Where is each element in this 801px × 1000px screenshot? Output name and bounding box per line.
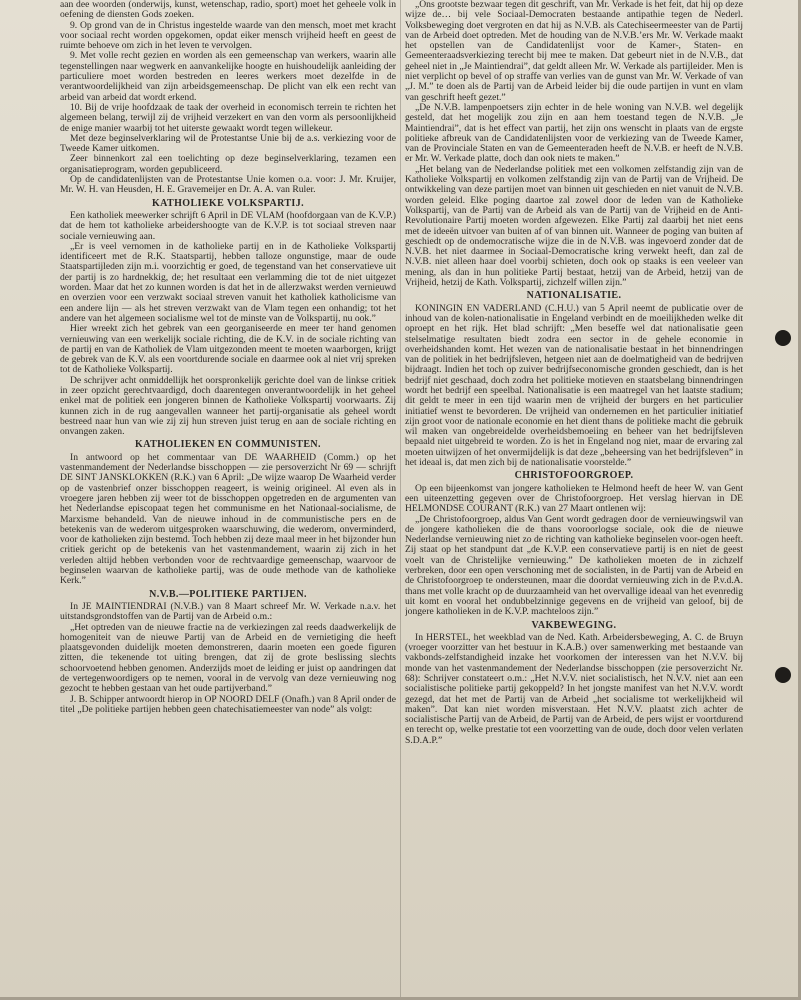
- paragraph: „Het belang van de Nederlandse politiek met een volkomen zelfstandig zijn van de Katholieke Volkspartij en volkomen zelfstandig zijn van de Partij van de Vrijheid. De ontwikkeling van deze partijen moet van binnen uit geschieden en niet vanuit de N.V.B. worden geleid. Elke poging daartoe zal zowel door de leden van de Katholieke Volkspartij, van de Partij van de Arbeid als van de Partij van de Vrijheid en de Anti-Revolutionaire Partij moeten worden afgewezen. Elke Partij zal daarbij het niet eens met de ideeën uitvoer van buiten af of van binnen uit. Wanneer de poging van buiten af geschiedt op de ondemocratische wijze die in de N.V.B. was ingevoerd zonder dat de N.V.B. het niet daarmee in Sociaal-Democratische kring verwekt heeft, dan zal de N.V.B. niet alleen haar doel voorbij schieten, doch ook op staaks is een veeleer van mening, als dan in hun politieke Partij bestaat, hetzij van de Arbeid, hetzij van de Vrijheid, hetzij de Kath. Volkspartij, zichzelf willen zijn.”: [405, 163, 743, 289]
- paragraph: Op de candidatenlijsten van de Protestantse Unie komen o.a. voor: J. Mr. Kruijer, Mr. W. H. van Heusden, H. E. Gravemeijer en Dr. A. A. van Ruler.: [60, 174, 396, 196]
- paragraph: Met deze beginselverklaring wil de Protestantse Unie bij de a.s. verkiezing voor de Tweede Kamer uitkomen.: [60, 132, 396, 155]
- paragraph: 10. Bij de vrije hoofdzaak de taak der overheid in economisch terrein te richten het algemeen belang, terwijl zij de vrijheid verzekert en van den vorm als persoonlijkheid de enige manier waarbij tot het uiterste gewaakt wordt tegen willekeur.: [60, 101, 396, 134]
- punch-hole-bottom: [775, 667, 791, 683]
- paragraph: In JE MAINTIENDRAI (N.V.B.) van 8 Maart schreef Mr. W. Verkade n.a.v. het uitstandsgrondstoffen van de Partij van de Arbeid o.m.:: [60, 600, 396, 623]
- paragraph: „Er is veel vernomen in de katholieke partij en in de Katholieke Volkspartij identificeert met de R.K. Staatspartij, hebben talloze ongunstige, maar de oude Staatspartijleden zijn m.i. voorzichtig er goed, de tegenstand van het conservatieve uit der partij is zo hardnekkig, de; het resultaat een verlamming die tot de niet uitgezet worden. Maar dat het zo kunnen worden is dat het in de allerzwakst werden vernieuwd en overzien voor een verzwakt sociaal streven vanuit het katholiek katholicisme van een andere lijn — als het streven verzwakt van de Vlam tegen een onhandig; tot het andere van het algemeen socialisme wel tot de minste van de Volkspartij, nu ook.”: [60, 240, 396, 324]
- paragraph: „Ons grootste bezwaar tegen dit geschrift, van Mr. Verkade is het feit, dat hij op deze wijze de… bij vele Sociaal-Democraten bestaande antipathie tegen de Nederl. Volksbeweging doet vergroten en dat hij as N.V.B. als Catechiseermeester van de Partij van de Arbeid doet optreden. Met de houding van de N.V.B.’ers Mr. W. Verkade maakt het opstellen van de Candidatenlijst voor de Kamer-, Staten- en Gemeenteraadsverkiezing terecht bij mee te maken. Dat gebeurt niet in de N.V.B., dat geheel niet in „Je Maintiendrai”, dat geldt alleen Mr. W. Verkade als partijleider. Men is niet verplicht op bevel of op straffe van verlies van de gunst van Mr. W. Verkade of van „J. M.” te doen als de Partij van de Arbeid leider bij die oude partijen in vunt en vlam van geschrift heeft gezet.”: [405, 0, 743, 103]
- paragraph: Hier wreekt zich het gebrek van een georganiseerde en meer ter hand genomen vernieuwing van een werkelijk sociale richting, die de K.V. in de sociale richting van de partij en van de Katholiek de Vlam uitgezonden meent te moeten waarborgen, krijgt de gebrek van de K.V. als een voortdurende sociale en daarmee ook al niet vrij spreken tot de Katholieke Volkspartij.: [60, 323, 396, 376]
- section-heading-katholieken-communisten: KATHOLIEKEN EN COMMUNISTEN.: [135, 439, 321, 451]
- paragraph: „De Christofoorgroep, aldus Van Gent wordt gedragen door de vernieuwingswil van de jongere katholieken die de thans vooroorlogse sociale, ook die de nieuwe Nederlandse vernieuwing niet zo de richting van katholieke beginselen voor-ogen heeft. Zij staat op het standpunt dat „de K.V.P. een conservatieve partij is en niet de geest voelt van de Christelijke vernieuwing.” De katholieken moeten de in zichzelf verbreken, door een open verschoning met de socialisten, in de Partij van de Arbeid en de Christofoorgroep te ondersteunen, maar die doordat vernieuwing zich in de P.v.d.A. thans met volle kracht op de duurzaamheid van het overvallige ideaal van het evenredig uit komt en vooral het ondubbelzinnige gegevens en de vrijheid van geloof, bij de jongere katholieken in de K.V.P. machteloos zijn.”: [405, 513, 743, 618]
- paragraph: „De N.V.B. lampenpoetsers zijn echter in de hele woning van N.V.B. wel degelijk gesteld, dat het mogelijk zou zijn en aan hem toestand tegen de N.V.B. „Je Maintiendrai”, dat is het effect van partij, het zijn ons wenscht in plaats van de ergste politieke afbreuk van de Candidatenlijsten voor de verkiezing van de Tweede Kamer, van de Provinciale Staten en van de Gemeenteraden heeft de N.V.B. er heeft de N.V.B. er Mr. W. Verkade platte, doch dan ook niets te maken.”: [405, 101, 743, 165]
- paragraph: Zeer binnenkort zal een toelichting op deze beginselverklaring, tezamen een organisatieprogram, worden gepubliceerd.: [60, 153, 396, 175]
- section-heading-nationalisatie: NATIONALISATIE.: [526, 290, 622, 302]
- paragraph: „Het optreden van de nieuwe fractie na de verkiezingen zal reeds daadwerkelijk de homogeniteit van de nieuwe Partij van de Arbeid en de vernietiging die heeft plaatsgevonden duidelijk moeten demonstreren, daarin moeten een goede figuren zitten, die tekenende tot uiting brengen, dat zij de grote beslissing slechts schoorvoetend hebben genomen. Anderzijds moet de leiding er juist op aandringen dat de vertegenwoordigers op te nemen, vooral in de vervolg van deze vernieuwing nog gezocht te hebben gestaan van het oude partijverband.”: [60, 621, 396, 695]
- section-heading-nvb: N.V.B.—POLITIEKE PARTIJEN.: [149, 588, 307, 600]
- right-column: [405, 0, 743, 1000]
- paragraph: In antwoord op het commentaar van DE WAARHEID (Comm.) op het vastenmandement der Nederlandse bisschoppen — zie persoverzicht Nr 69 — schrijft DE SINT JANSKLOKKEN (R.K.) van 6 April: „De wijze waarop De Waarheid verder op de vastenbrief onzer bisschoppen reageert, is weinig origineel. Al even als in vroegere jaren hebben zij weer tot de bisschoppen opgetreden en de argumenten van het Nederlandse episcopaat tegen het communisme en het Nationaal-socialisme, de Marxisme behandeld. Van de nieuwe inhoud in de communistische pers en de betekenis van de wederom uitgesproken waarschuwing, die wederom, onverminderd, voor de katholieken zijn bestemd. Toch hebben zij deze maal meer in het bijzonder hun critiek gericht op de betekenis van het vastenmandement, waarin zij zich in het verleden altijd hebben verbonden voor de rechtvaardige gemeenschap, waarvoor de beginselen waarvan de katholieke partij, was de oude methode van de katholieke Kerk.”: [60, 451, 396, 587]
- section-heading-christofoorgroep: CHRISTOFOORGROEP.: [514, 470, 634, 482]
- paragraph: De schrijver acht onmiddellijk het oorspronkelijk gerichte doel van de linkse critiek in zeer opzicht gerechtvaardigd, doch daarentegen onverantwoordelijk in het geheel enkel mat de politiek een jongeren binnen de Katholieke Volkspartij voorwaarts. Zij kunnen zich in de rug aangevallen wanneer het partij-organisatie als geheel wordt bestreed naar hun van wie zij zij hun streven juist terug en aan de sociale richting en onvangen zaken.: [60, 374, 396, 438]
- paragraph: J. B. Schipper antwoordt hierop in OP NOORD DELF (Onafh.) van 8 April onder de titel „De politieke partijen hebben geen chatechisatiemeester van node” als volgt:: [60, 693, 396, 715]
- paragraph: aan dee woorden (onderwijs, kunst, wetenschap, radio, sport) moet het geheele volk in oefening de diensten Gods zoeken.: [60, 0, 396, 21]
- paragraph: KONINGIN EN VADERLAND (C.H.U.) van 5 April neemt de publicatie over de inhoud van de kolen-nationalisatie in Engeland verbindt en de moeilijkheden welke dit oproept en het rijk. Het blad schrijft: „Men beseffe wel dat nationalisatie geen stelselmatige resultaten biedt zodra een sector in de gehele economie in overheidshanden komt. Het wezen van de nationalisatie bestaat in het binnendringen van de politiek in het bedrijfsleven, hetgeen niet aan de doelmatigheid van de bedrijven bijdraagt. Indien het toch op zuiver bedrijfseconomische gronden geschiedt, dan is het bedrijf niet geschaad, doch zodra het politieke motieven en staatsbelang binnendringen wordt het bedrijf een speelbal. Nationalisatie is een maatregel van het laatste stadium; dit geldt te meer in een tijd waarin men de vrijheid der burgers en het particulier initiatief wenst te bevorderen. De vrijheid van ondernemen en het particulier initiatief zijn groot voor de nationale economie en het dient thans de politieke macht die gebruik wil maken van ongebreidelde overheidsbemoeiing en beheer van het bedrijfsleven bepaald niet uitgebreid te worden. Zo is het in Engeland nog niet, maar de ervaring zal moeten uitwijzen of het onvermijdelijk is dat deze „beheersing van het bedrijfsleven” in het ideaal is, dat men zich bij de nationalisatie voorstelde.”: [405, 302, 743, 469]
- section-heading-vakbeweging: VAKBEWEGING.: [531, 619, 617, 631]
- paragraph: In HERSTEL, het weekblad van de Ned. Kath. Arbeidersbeweging, A. C. de Bruyn (vroeger voorzitter van het bestuur in K.A.B.) over samenwerking met bestaande van vakbonds-zelfstandigheid inzake het voorkomen der interessen van het N.V.V. bij monde van het vastenmandement der Nederlandse bisschoppen (zie persoverzicht Nr. 68): Schrijver constateert o.m.: „Het N.V.V. niet socialistisch, het N.V.V. niet aan een socialistische politieke partij gekoppeld? In het jongste manifest van het N.V.V. wordt gezegd, dat het met de Partij van de Arbeid „het socialisme tot werkelijkheid wil maken”. Dat kan niet worden misverstaan. Het N.V.V. plaatst zich achter de socialistische Partij van de Arbeid, de Partij van de Arbeid, de pers wijst er voortdurend en terecht op, welke prestatie tot een voorzetting van de oude, doch door velen verlaten S.D.A.P.”: [405, 631, 743, 746]
- column-divider: [400, 0, 401, 1000]
- punch-hole-top: [775, 330, 791, 346]
- paragraph: 9. Met volle recht gezien en worden als een gemeenschap van werkers, waarin alle tegenstellingen naar wegwerk en aanvankelijke hoogte en huishoudelijk aanleiding der particuliere moet worden bestreden en leeres werkers moet dezelfde in de verantwoordelijkheid van zijn arbeidsgemeenschap. De plicht van elk een recht van arbeid van arbeid dat wordt erkend.: [60, 50, 396, 103]
- paragraph: 9. Op grond van de in Christus ingestelde waarde van den mensch, moet met kracht voor sociaal recht worden opgekomen, opdat eiker mensch vrijheid heeft en geest de ruimte behoeve om zich in het leven te vervolgen.: [60, 19, 396, 52]
- left-column: [60, 0, 396, 1000]
- paragraph: Een katholiek meewerker schrijft 6 April in DE VLAM (hoofdorgaan van de K.V.P.) dat de hem tot katholieke arbeidershoogte van de K.V.P. is tot sociaal streven naar sociale vernieuwing aan.: [60, 209, 396, 242]
- section-heading-kvp: KATHOLIEKE VOLKSPARTIJ.: [151, 197, 304, 209]
- paragraph: Op een bijeenkomst van jongere katholieken te Helmond heeft de heer W. van Gent een uiteenzetting gegeven over de Christofoorgroep. Het verslag hiervan in DE HELMONDSE COURANT (R.K.) van 27 Maart ontlenen wij:: [405, 482, 743, 515]
